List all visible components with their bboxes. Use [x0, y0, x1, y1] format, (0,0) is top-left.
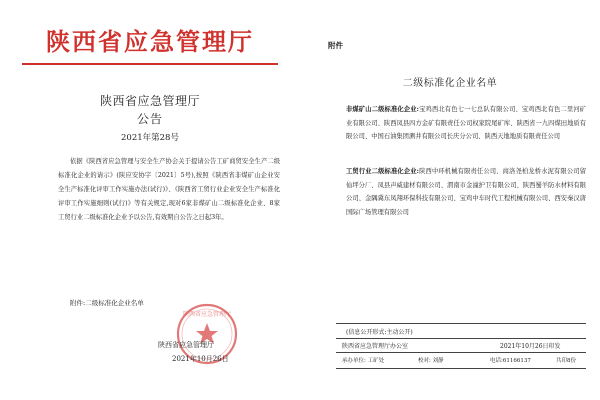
drafter: 承办单位: 工矿处	[342, 358, 385, 364]
attachment-page	[300, 0, 600, 400]
issuing-office: 陕西省应急管理厅办公室	[342, 343, 409, 350]
announcement-body	[58, 155, 280, 225]
signature-organization: 陕西省应急管理厅	[158, 341, 214, 349]
print-date: 2021年10月26日印发	[500, 343, 561, 350]
footer-rule	[336, 352, 586, 353]
footer-rule-bottom	[336, 368, 586, 369]
signature-date: 2021年10月26日	[172, 355, 229, 363]
red-header-rule	[22, 63, 278, 65]
svg-text:陕西省应急管理厅: 陕西省应急管理厅	[182, 311, 232, 318]
body-paragraph: 依据《陕西省应急管理与安全生产协会关于提请公告工矿商贸安全生产二级标准化企业的请示》(陕应安协字〔2021〕5号),按照《陕西省非煤矿山企业安全生产标准化评审工作实施办法(试行)》、《陕西省工贸行业企业安全生产标准化评审工作实施细则(试行)》等有关规定,现对6家非煤矿山二级标准化企业、8家工贸行业二级标准化企业予以公告,有效期自公告之日起3年。	[58, 158, 280, 221]
section-heading: 非煤矿山二级标准化企业:	[346, 106, 419, 113]
phone: 电话:61166137	[490, 358, 531, 364]
footer-rule-top	[336, 323, 586, 324]
document-kind: 公告	[136, 112, 163, 126]
red-header-title: 陕西省应急管理厅	[46, 27, 254, 56]
section-heading: 工贸行业二级标准化企业:	[346, 168, 419, 175]
attachment-note: 附件:二级标准化企业名单	[70, 299, 144, 307]
section-text: 宝鸡西北有色七一七总队有限公司、宝鸡西北有色二里河矿业有限公司、陕西凤县四方金矿有限责任公司权家院尾矿库、陕西省一九四煤田地质有限公司、中国石油集团测井有限公司长庆分公司、陕西天地地质有限责任公司	[346, 106, 586, 140]
footer-rule	[336, 338, 586, 339]
document-number: 2021年第28号	[121, 133, 179, 143]
list-section-industry	[346, 165, 586, 219]
list-title: 二级标准化企业名单	[402, 78, 498, 89]
copies: 共印8份	[556, 358, 576, 364]
proofreader: 校对: 刘静	[418, 358, 444, 364]
list-section-mining	[346, 103, 586, 144]
disclosure-note: (信息公开形式:主动公开)	[346, 329, 413, 336]
document-organization: 陕西省应急管理厅	[99, 94, 200, 108]
section-text: 陕西中环机械有限责任公司、商洛尧柏龙桥水泥有限公司留仙坪分厂、凤县声威建材有限公司、渭南市金潼护卫有限公司、陕西蜀羊防水材料有限公司、金隅冀东凤翔环保科技有限公司、宝鸡中车时代工程机械有限公司、西安秦汉唐国际广场管理有限公司	[346, 168, 586, 216]
attachment-label: 附件	[328, 41, 343, 50]
